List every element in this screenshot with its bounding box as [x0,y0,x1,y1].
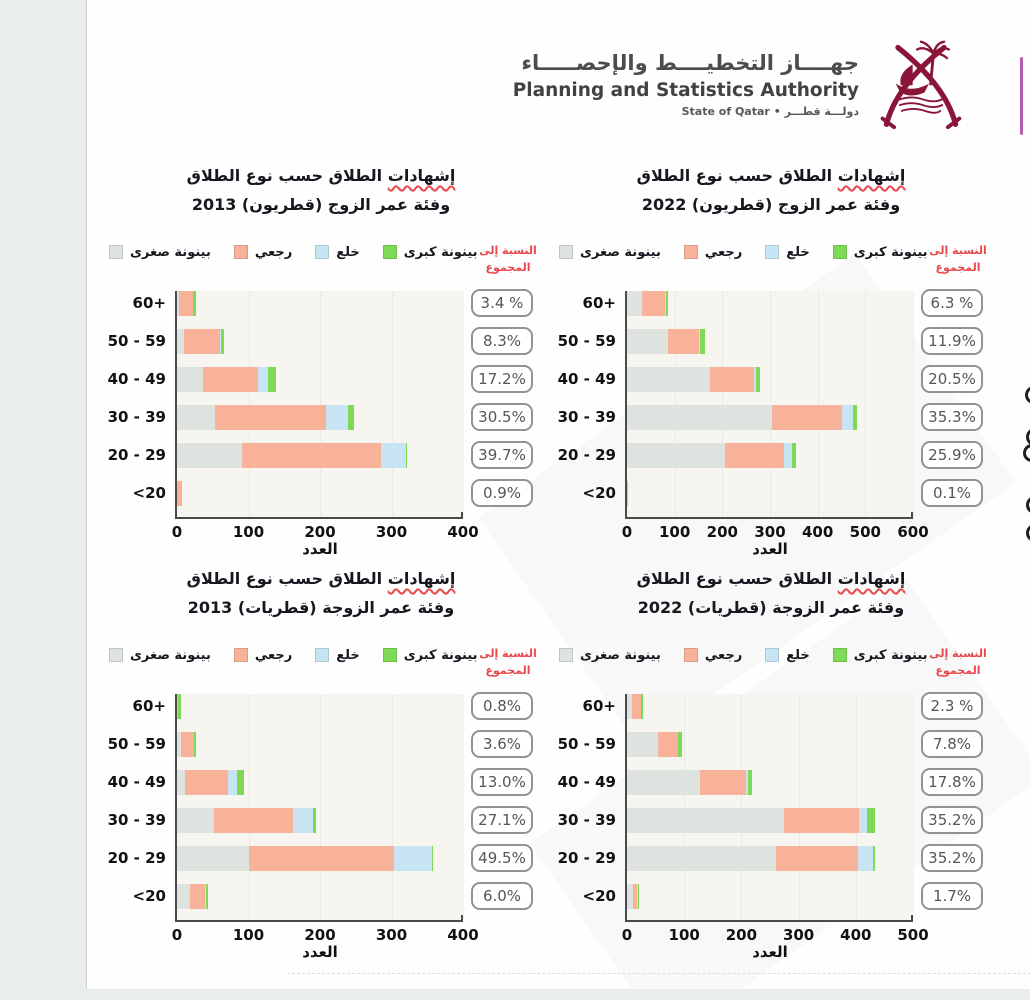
bar-segment [326,405,347,430]
state-of-qatar-line [513,105,859,118]
y-axis-categories [103,694,175,922]
legend-item [559,245,661,260]
bar-segment [627,732,658,757]
bar-segment [268,367,277,392]
plot-area [175,694,463,922]
ratio-to-total-label [479,645,537,679]
gridline [913,694,914,920]
category-label: 60+ [132,696,166,715]
ratio-label-line2: المجموع [935,663,981,677]
y-axis-categories [103,291,175,519]
bar-segment [177,770,185,795]
gridline [463,694,464,920]
ratio-to-total-label [479,242,537,276]
bar-segment [179,291,193,316]
category-label: 30 - 39 [107,810,166,829]
legend-swatch-icon [765,648,779,662]
bar-segment [177,405,215,430]
bar-segment [177,808,214,833]
bar-segment [184,329,220,354]
bar-segment [853,405,857,430]
category-label: 50 - 59 [557,734,616,753]
chart-title [103,565,539,623]
x-tick-label: 600 [897,522,929,541]
category-label: 20 - 29 [107,848,166,867]
bar-segment [178,694,182,719]
percent-badge: 0.9% [471,479,533,507]
bar-segment [242,443,381,468]
psa-header-text [513,51,859,118]
legend-item [833,245,928,260]
percent-badge: 11.9% [921,327,983,355]
title-line1-rest: الطلاق حسب نوع الطلاق [636,166,833,185]
bar-segment [627,367,710,392]
stacked-bar [627,732,913,757]
stacked-bar [177,846,463,871]
percent-badge: 35.2% [921,806,983,834]
x-tick-label: 100 [232,925,265,944]
title-line2: وفئة عمر الزوجة (قطريات) 2022 [637,597,905,617]
plot-area [625,694,913,922]
title-word-underlined: إشهادات [837,569,906,588]
bar-segment [842,405,853,430]
plot-body [553,694,989,922]
legend-item [383,648,478,663]
stacked-bar [177,694,463,719]
bar-segment [627,770,700,795]
legend-label: رجعي [704,647,743,663]
category-label: 30 - 39 [557,407,616,426]
percent-badge: 39.7% [471,441,533,469]
x-tick-label: 0 [171,522,183,541]
title-line2: وفئة عمر الزوج (قطريون) 2022 [641,194,901,214]
legend-item [833,648,928,663]
x-tick-label: 200 [706,522,738,541]
x-tick-label: 200 [304,925,336,944]
stacked-bar [627,884,913,909]
legend-item [109,648,211,663]
legend-items [109,648,478,663]
stacked-bar [177,443,463,468]
bar-segment [859,808,868,833]
stacked-bar [627,443,913,468]
bar-segment [214,808,293,833]
x-axis-title: العدد [302,942,338,961]
bar-segment [228,770,237,795]
category-label: 30 - 39 [107,407,166,426]
stacked-bar [627,291,913,316]
bar-segment [293,808,313,833]
bar-segment [627,329,668,354]
chart-title [103,162,539,220]
legend-items [559,245,928,260]
legend [103,243,539,274]
stacked-bar [177,808,463,833]
bar-segment [776,846,858,871]
stacked-bar [177,367,463,392]
stacked-bar [177,770,463,795]
x-tick-label: 500 [897,925,929,944]
percent-column [471,692,533,922]
chart-husband-2013 [103,158,539,558]
state-en: State of Qatar [681,104,770,118]
legend-item [383,245,478,260]
percent-badge: 1.7% [921,882,983,910]
category-label: 50 - 59 [107,331,166,350]
legend-label: بينونة كبرى [403,244,478,260]
x-tick-label: 100 [232,522,265,541]
legend-label: بينونة كبرى [403,647,478,663]
bar-segment [748,770,752,795]
legend-swatch-icon [684,648,698,662]
percent-badge: 7.8% [921,730,983,758]
category-label: <20 [582,886,616,905]
page-cut-line [287,973,1030,974]
x-tick-label: 500 [849,522,881,541]
legend-swatch-icon [559,648,573,662]
org-name-arabic: جهــــاز التخطيــــط والإحصـــــاء [521,50,859,75]
stacked-bar [627,481,913,506]
category-label: <20 [132,886,166,905]
percent-badge: 17.8% [921,768,983,796]
legend-items [109,245,478,260]
bar-segment [206,884,208,909]
legend-item [559,648,661,663]
bar-segment [432,846,433,871]
ratio-label-line1: النسبة إلى [929,243,987,257]
percent-badge: 25.9% [921,441,983,469]
legend [553,243,989,274]
category-label: 40 - 49 [557,772,616,791]
legend-item [765,245,810,260]
bar-segment [627,443,725,468]
legend-swatch-icon [765,245,779,259]
legend-swatch-icon [234,245,248,259]
bar-segment [627,846,776,871]
y-axis-categories [553,291,625,519]
plot-body [103,694,539,922]
stacked-bar [177,405,463,430]
legend-item [765,648,810,663]
x-tick-label: 300 [375,522,408,541]
cropped-border-line [1020,57,1023,135]
percent-column [921,289,983,519]
ratio-label-line2: المجموع [935,260,981,274]
legend-swatch-icon [684,245,698,259]
cropped-text-fragment [1025,386,1030,404]
x-tick-label: 300 [375,925,408,944]
cropped-text-fragment [1026,524,1030,542]
percent-column [471,289,533,519]
ratio-label-line1: النسبة إلى [479,646,537,660]
stacked-bar [627,770,913,795]
x-tick-label: 400 [447,522,479,541]
plot-body [103,291,539,519]
bar-segment [177,443,242,468]
chart-husband-2022 [553,158,989,558]
bar-segment [641,694,643,719]
x-tick-label: 0 [621,522,633,541]
x-axis-title: العدد [752,942,788,961]
bar-segment [177,846,249,871]
bar-segment [313,808,317,833]
bar-segment [700,329,704,354]
state-ar: دولـــة قطـــر [784,104,859,118]
x-tick-label: 0 [621,925,633,944]
bar-segment [215,405,327,430]
category-label: <20 [132,483,166,502]
stacked-bar [627,405,913,430]
percent-column [921,692,983,922]
title-line2: وفئة عمر الزوجة (قطريات) 2013 [187,597,455,617]
stacked-bar [627,846,913,871]
percent-badge: 3.6% [471,730,533,758]
legend-swatch-icon [833,245,847,259]
percent-badge: 30.5% [471,403,533,431]
psa-header [513,36,969,132]
title-line1-rest: الطلاق حسب نوع الطلاق [636,569,833,588]
x-tick-label: 200 [304,522,336,541]
percent-badge: 17.2% [471,365,533,393]
legend-label: رجعي [254,244,293,260]
legend-swatch-icon [109,245,123,259]
category-label: 50 - 59 [107,734,166,753]
bar-segment [190,884,205,909]
percent-badge: 8.3% [471,327,533,355]
category-label: 60+ [132,293,166,312]
legend-item [109,245,211,260]
legend-label: بينونة صغرى [580,244,661,260]
percent-badge: 3.4 % [471,289,533,317]
x-axis-ticks [621,522,929,545]
bar-segment [873,846,875,871]
category-label: 40 - 49 [107,772,166,791]
legend-item [315,245,360,260]
title-line1-rest: الطلاق حسب نوع الطلاق [186,166,383,185]
bar-segment [858,846,873,871]
category-label: 40 - 49 [107,369,166,388]
bar-segment [756,367,761,392]
percent-badge: 13.0% [471,768,533,796]
legend [553,646,989,677]
chart-title [553,162,989,220]
percent-badge: 35.2% [921,844,983,872]
legend-label: رجعي [254,647,293,663]
ratio-to-total-label [929,645,987,679]
stacked-bar [177,329,463,354]
category-label: 60+ [582,293,616,312]
bar-segment [792,443,795,468]
ratio-label-line1: النسبة إلى [929,646,987,660]
bar-segment [642,291,665,316]
legend-items [559,648,928,663]
ratio-label-line1: النسبة إلى [479,243,537,257]
legend-label: بينونة صغرى [580,647,661,663]
legend-swatch-icon [234,648,248,662]
bar-segment [668,329,699,354]
category-label: 30 - 39 [557,810,616,829]
legend-label: رجعي [704,244,743,260]
legend-swatch-icon [833,648,847,662]
percent-badge: 35.3% [921,403,983,431]
plot-area [175,291,463,519]
x-axis-ticks [171,925,479,948]
y-axis-categories [553,694,625,922]
legend-swatch-icon [109,648,123,662]
legend-item [234,648,292,663]
ratio-label-line2: المجموع [485,663,531,677]
legend-swatch-icon [383,245,397,259]
bar-segment [221,329,225,354]
bar-segment [177,329,184,354]
title-word-underlined: إشهادات [387,166,456,185]
bar-segment [249,846,394,871]
x-axis-ticks [621,925,929,948]
bar-segment [784,808,858,833]
ratio-to-total-label [929,242,987,276]
stacked-bar [177,291,463,316]
stacked-bar [627,329,913,354]
bar-segment [194,732,195,757]
legend-swatch-icon [315,648,329,662]
category-label: 20 - 29 [557,848,616,867]
bar-segment [700,770,746,795]
bar-segment [627,405,772,430]
qatar-psa-logo-icon [873,36,969,132]
legend-label: بينونة صغرى [130,244,211,260]
bar-segment [177,367,203,392]
bar-segment [638,884,639,909]
x-tick-label: 200 [725,925,758,944]
legend-swatch-icon [315,245,329,259]
legend-label: خلع [336,244,360,260]
bar-segment [381,443,405,468]
bar-segment [177,481,182,506]
legend-label: خلع [336,647,360,663]
x-axis-title: العدد [752,539,788,558]
bar-segment [177,884,190,909]
legend-item [684,648,742,663]
percent-badge: 0.1% [921,479,983,507]
legend-label: بينونة صغرى [130,647,211,663]
x-tick-label: 400 [840,925,872,944]
x-tick-label: 400 [802,522,834,541]
category-label: 40 - 49 [557,369,616,388]
title-line1-rest: الطلاق حسب نوع الطلاق [186,569,383,588]
title-word-underlined: إشهادات [837,166,906,185]
percent-badge: 6.3 % [921,289,983,317]
bar-segment [658,732,678,757]
ratio-label-line2: المجموع [485,260,531,274]
stacked-bar [177,884,463,909]
percent-badge: 2.3 % [921,692,983,720]
stacked-bar [627,694,913,719]
chart-wife-2022 [553,561,989,961]
chart-wife-2013 [103,561,539,961]
legend-item [315,648,360,663]
bar-segment [678,732,681,757]
cropped-text-fragment [1026,496,1030,514]
bar-segment [632,694,642,719]
legend-item [684,245,742,260]
stacked-bar [627,808,913,833]
bar-segment [237,770,244,795]
category-label: <20 [582,483,616,502]
x-axis-title: العدد [302,539,338,558]
bar-segment [666,291,668,316]
category-label: 50 - 59 [557,331,616,350]
bar-segment [627,291,642,316]
bar-segment [627,808,784,833]
legend-label: بينونة كبرى [853,647,928,663]
bar-segment [406,443,407,468]
gridline [463,291,464,517]
stacked-bar [627,367,913,392]
legend-label: خلع [786,244,810,260]
bar-segment [394,846,431,871]
legend-label: بينونة كبرى [853,244,928,260]
category-label: 60+ [582,696,616,715]
bar-segment [784,443,792,468]
category-label: 20 - 29 [107,445,166,464]
x-tick-label: 400 [447,925,479,944]
bullet-separator: • [773,104,785,118]
legend-swatch-icon [383,648,397,662]
plot-area [625,291,913,519]
percent-badge: 0.8% [471,692,533,720]
bar-segment [867,808,874,833]
document-page [86,0,1030,989]
chart-title [553,565,989,623]
bar-segment [258,367,268,392]
x-tick-label: 0 [171,925,183,944]
bar-segment [725,443,785,468]
legend-item [234,245,292,260]
percent-badge: 20.5% [921,365,983,393]
org-name-english: Planning and Statistics Authority [512,79,859,101]
legend-label: خلع [786,647,810,663]
percent-badge: 27.1% [471,806,533,834]
percent-badge: 49.5% [471,844,533,872]
legend-swatch-icon [559,245,573,259]
x-tick-label: 300 [782,925,815,944]
bar-segment [193,291,195,316]
legend [103,646,539,677]
bar-segment [185,770,229,795]
x-tick-label: 100 [668,925,700,944]
x-axis-ticks [171,522,479,545]
title-line2: وفئة عمر الزوج (قطريون) 2013 [191,194,451,214]
bar-segment [348,405,354,430]
x-tick-label: 300 [754,522,786,541]
plot-body [553,291,989,519]
bar-segment [710,367,754,392]
x-tick-label: 100 [659,522,691,541]
title-word-underlined: إشهادات [387,569,456,588]
percent-badge: 6.0% [471,882,533,910]
stacked-bar [177,481,463,506]
bar-segment [181,732,195,757]
category-label: 20 - 29 [557,445,616,464]
bar-segment [772,405,842,430]
bar-segment [203,367,258,392]
gridline [913,291,914,517]
cropped-text-fragment [1023,444,1030,462]
stacked-bar [177,732,463,757]
